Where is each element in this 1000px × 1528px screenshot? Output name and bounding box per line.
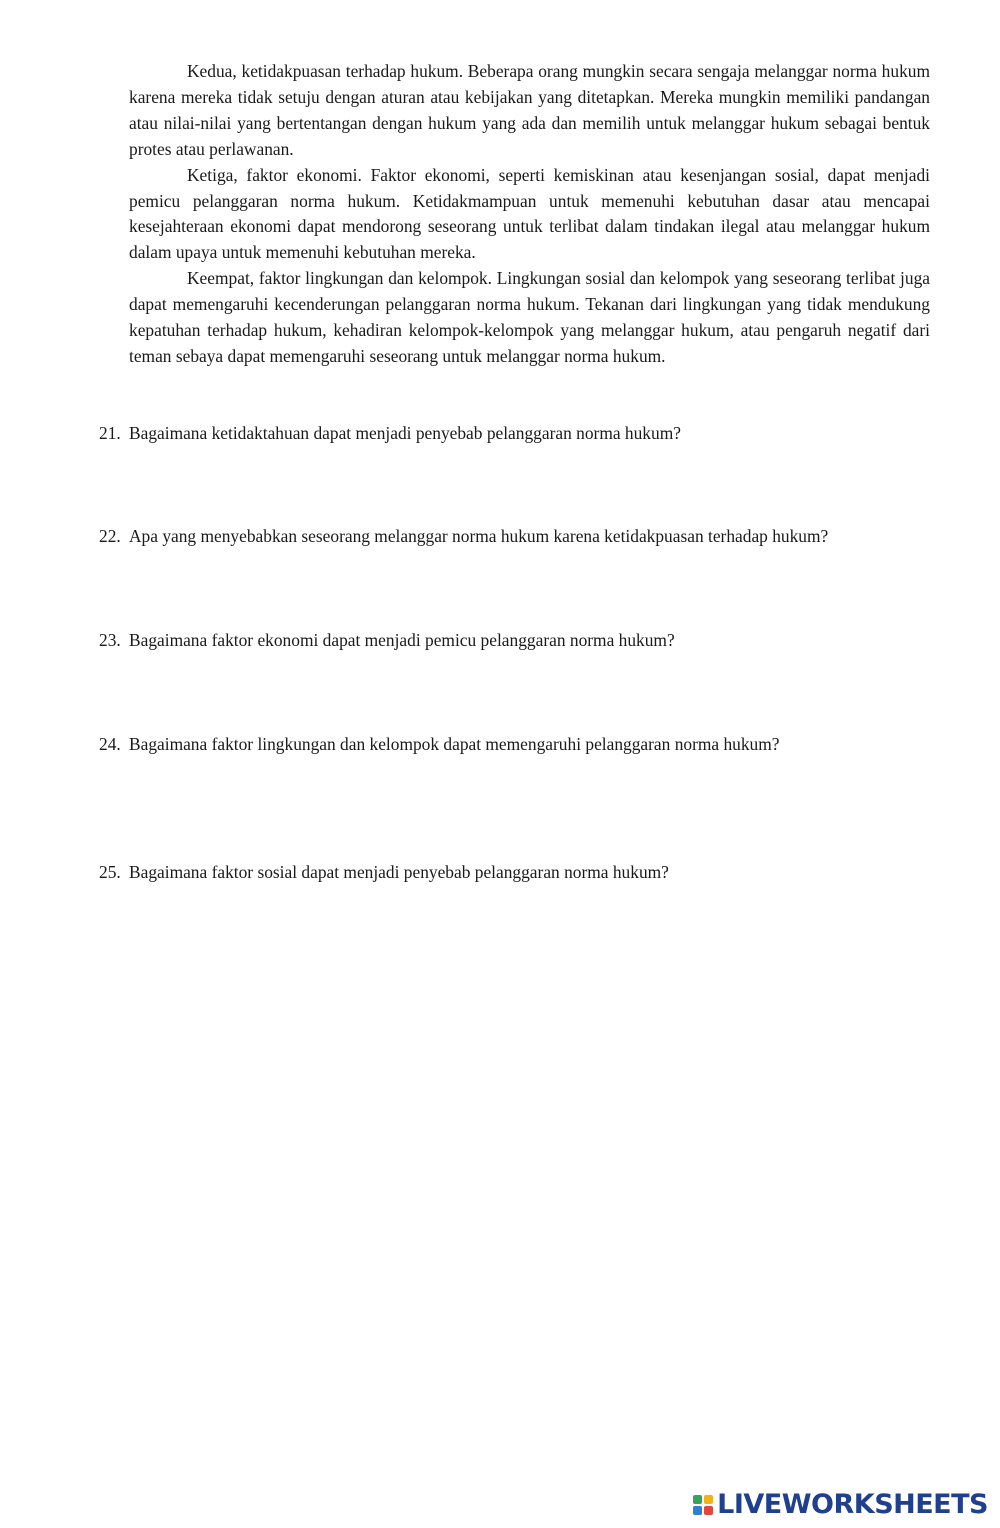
question-25 — [99, 860, 939, 884]
question-text: Bagaimana ketidaktahuan dapat menjadi penyebab pelanggaran norma hukum? — [129, 423, 681, 443]
reading-passage — [129, 59, 930, 370]
question-text: Bagaimana faktor ekonomi dapat menjadi pemicu pelanggaran norma hukum? — [129, 630, 675, 650]
question-number: 23. — [99, 630, 121, 650]
question-number: 22. — [99, 526, 121, 546]
question-22 — [99, 524, 939, 548]
paragraph-ketiga: Ketiga, faktor ekonomi. Faktor ekonomi, seperti kemiskinan atau kesenjangan sosial, dapat menjadi pemicu pelanggaran norma hukum. Ketidakmampuan untuk memenuhi kebutuhan dasar atau mencapai kesejahteraan ekonomi dapat mendorong seseorang untuk terlibat dalam tindakan ilegal atau melanggar hukum dalam upaya untuk memenuhi kebutuhan mereka. — [129, 164, 930, 263]
question-text: Bagaimana faktor lingkungan dan kelompok dapat memengaruhi pelanggaran norma hukum? — [129, 734, 780, 754]
question-21 — [99, 421, 939, 445]
logo-tile — [704, 1495, 713, 1504]
question-text: Apa yang menyebabkan seseorang melanggar norma hukum karena ketidakpuasan terhadap hukum? — [129, 526, 829, 546]
paragraph-kedua: Kedua, ketidakpuasan terhadap hukum. Beberapa orang mungkin secara sengaja melanggar norma hukum karena mereka tidak setuju dengan aturan atau kebijakan yang ditetapkan. Mereka mungkin memiliki pandangan atau nilai-nilai yang bertentangan dengan hukum yang ada dan memilih untuk melanggar hukum sebagai bentuk protes atau perlawanan. — [129, 61, 930, 159]
paragraph-keempat: Keempat, faktor lingkungan dan kelompok. Lingkungan sosial dan kelompok yang seseorang terlibat juga dapat memengaruhi kecenderungan pelanggaran norma hukum. Tekanan dari lingkungan yang tidak mendukung kepatuhan terhadap hukum, kehadiran kelompok-kelompok yang melanggar hukum, atau pengaruh negatif dari teman sebaya dapat memengaruhi seseorang untuk melanggar norma hukum. — [129, 268, 930, 366]
logo-tiles-icon — [693, 1495, 713, 1515]
question-23 — [99, 628, 939, 652]
logo-wordmark: LIVEWORKSHEETS — [717, 1489, 988, 1520]
question-24 — [99, 732, 939, 756]
liveworksheets-logo — [693, 1490, 988, 1520]
question-text: Bagaimana faktor sosial dapat menjadi penyebab pelanggaran norma hukum? — [129, 862, 669, 882]
logo-tile — [693, 1495, 702, 1504]
logo-tile — [693, 1506, 702, 1515]
question-number: 25. — [99, 862, 121, 882]
question-number: 21. — [99, 423, 121, 443]
question-number: 24. — [99, 734, 121, 754]
logo-tile — [704, 1506, 713, 1515]
